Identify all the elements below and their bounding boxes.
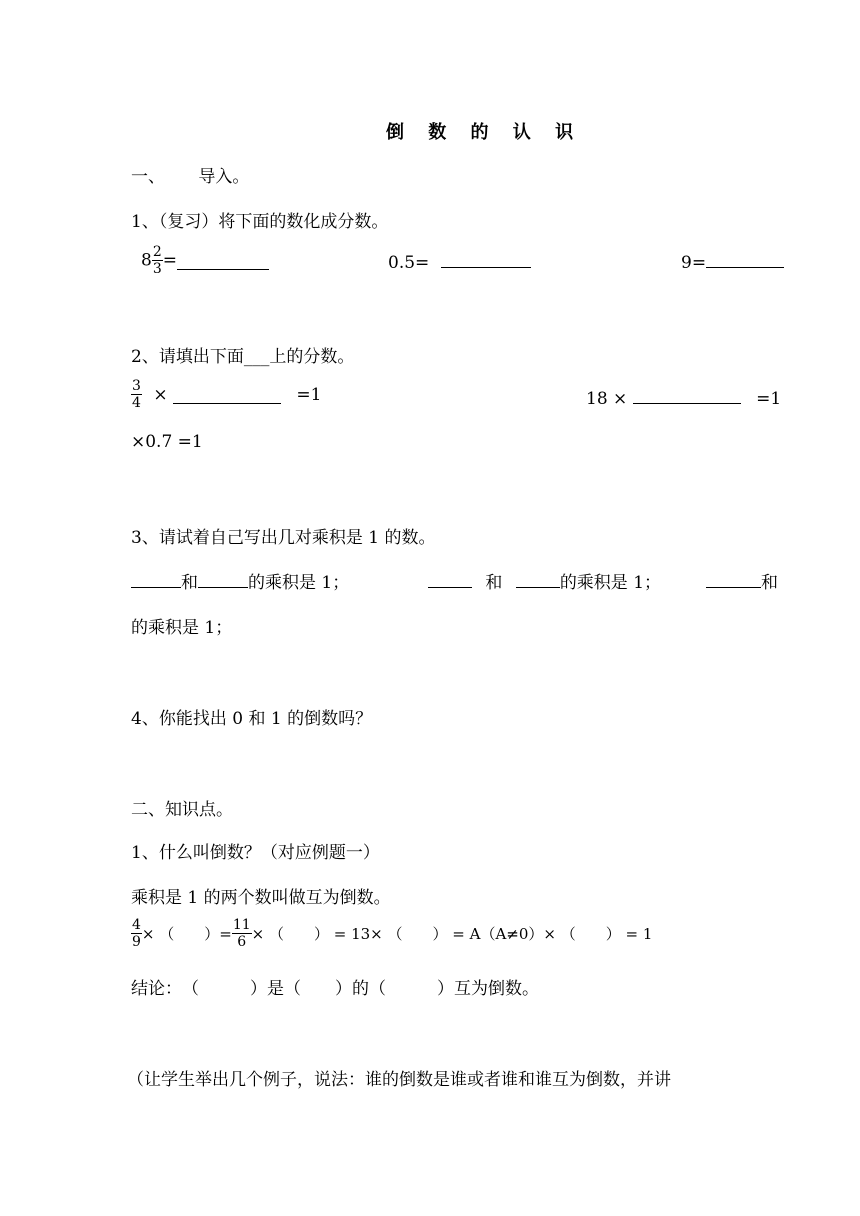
product-label: 的乘积是 1；: [559, 573, 662, 593]
section-one-heading: [131, 162, 249, 187]
answer-blank[interactable]: [428, 570, 472, 588]
question-3-pair-2: [428, 568, 661, 593]
and-label: 和: [181, 573, 198, 593]
equation-part: × （ ） = 13× （ ） = A（A≠0）× （ ） = 1: [251, 925, 653, 943]
equation-part: × （ ）=: [141, 925, 232, 943]
question-1-item-b: [388, 250, 531, 273]
conclusion-text: 结论： （ ）是（ ）的（ ）互为倒数。: [131, 979, 539, 999]
fraction: [152, 244, 163, 277]
answer-blank[interactable]: [198, 570, 248, 588]
denominator: 4: [132, 395, 141, 411]
equals-one: =1: [756, 389, 782, 409]
times-sign: ×: [153, 384, 168, 405]
section-two-heading: 二、知识点。: [131, 800, 233, 820]
question-1-item-a: [141, 244, 269, 277]
fraction: [131, 917, 142, 950]
numerator: 11: [232, 917, 251, 933]
decimal-label: 0.5=: [388, 253, 430, 273]
product-label: 的乘积是 1；: [248, 573, 350, 593]
answer-blank[interactable]: [706, 570, 761, 588]
section-number: 一、: [131, 167, 165, 187]
answer-blank[interactable]: [516, 570, 560, 588]
question-2-item-c: ×0.7 =1: [131, 432, 203, 452]
section-label: 导入。: [198, 167, 250, 187]
answer-blank[interactable]: [706, 250, 784, 268]
question-1-item-c: [681, 250, 784, 273]
answer-blank[interactable]: [177, 252, 269, 270]
numerator: 2: [152, 244, 162, 260]
reciprocal-equation: [131, 917, 652, 950]
fraction: [131, 378, 142, 411]
integer-label: 9=: [681, 253, 707, 273]
question-2-item-a: [131, 378, 321, 411]
and-label: 和: [761, 573, 778, 593]
multiplicand: 18 ×: [586, 389, 628, 409]
mixed-whole: 8: [141, 250, 152, 271]
equals-one: =1: [296, 384, 322, 405]
answer-blank[interactable]: [441, 250, 531, 268]
question-3-line-2: 的乘积是 1；: [131, 618, 233, 638]
question-3-text: 3、请试着自己写出几对乘积是 1 的数。: [131, 528, 436, 548]
question-1-text: 1、（复习）将下面的数化成分数。: [131, 212, 389, 232]
answer-blank[interactable]: [633, 386, 741, 404]
answer-blank[interactable]: [131, 570, 181, 588]
denominator: 3: [152, 261, 162, 277]
denominator: 9: [132, 934, 141, 950]
question-3-pairs-row: [131, 568, 349, 593]
and-label: 和: [485, 573, 503, 593]
knowledge-1-title: 1、什么叫倒数？（对应例题一）: [131, 843, 380, 863]
denominator: 6: [237, 934, 247, 950]
teacher-note: （让学生举出几个例子，说法：谁的倒数是谁或者谁和谁互为倒数，并讲: [127, 1070, 671, 1090]
equals: =: [162, 250, 177, 271]
fraction: [232, 917, 252, 950]
numerator: 4: [132, 917, 141, 933]
definition-text: 乘积是 1 的两个数叫做互为倒数。: [131, 888, 391, 908]
numerator: 3: [132, 378, 141, 394]
question-2-item-b: [586, 386, 781, 409]
question-2-text: 2、请填出下面___上的分数。: [131, 347, 355, 367]
answer-blank[interactable]: [173, 386, 281, 404]
question-3-pair-3: [706, 568, 778, 593]
page-title: 倒 数 的 认 识: [386, 122, 583, 143]
question-4-text: 4、你能找出 0 和 1 的倒数吗？: [131, 709, 373, 729]
